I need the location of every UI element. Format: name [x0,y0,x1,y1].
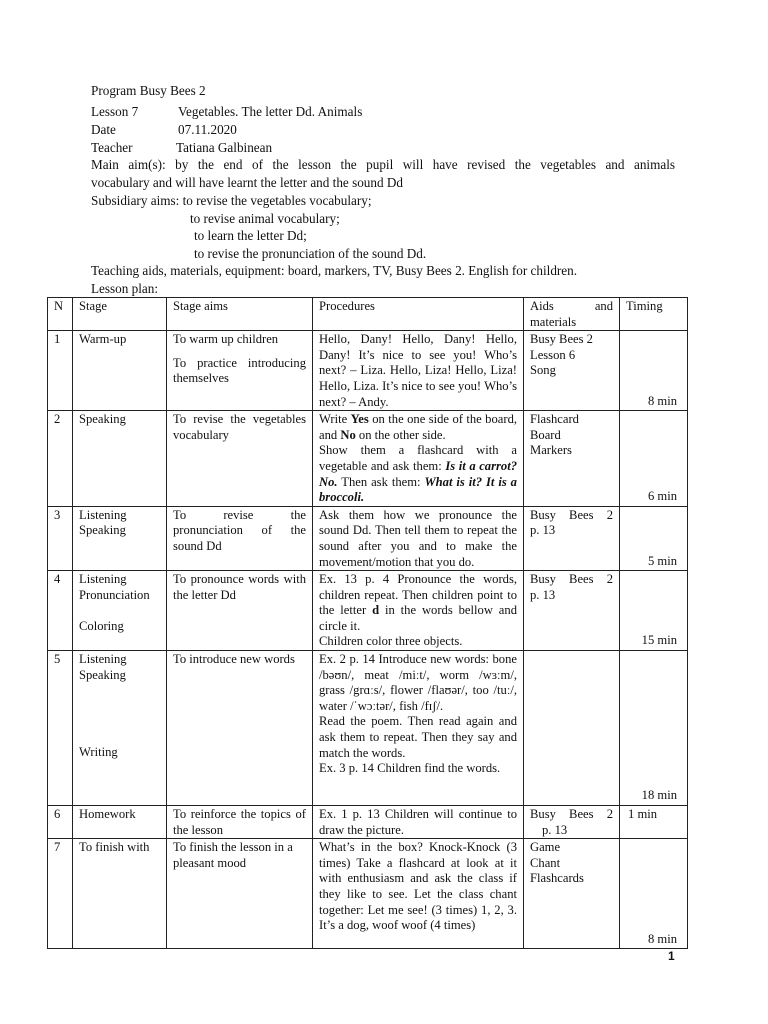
row-procedure: Ex. 1 p. 13 Children will continue to draw the picture. [313,806,524,839]
procedure-text: Ex. 13 p. 4 Pronounce the words, children repeat. Then children point to the letter [319,572,517,618]
row-aids [524,331,620,411]
aids-item: p. 13 [530,587,556,602]
aids-item: p. 13 [542,822,568,837]
aids-item: Lesson 6 [530,347,576,362]
row-aids [524,411,620,507]
main-aim-line-2: vocabulary and will have learnt the letter and the sound Dd [91,175,403,190]
row-stage [73,651,167,806]
row-stage-aims: To pronounce words with the letter Dd [167,571,313,651]
header-procedures: Procedures [313,298,524,331]
procedure-text: on the one side of the board, and [319,412,518,442]
program-title: Program Busy Bees 2 [91,83,206,98]
row-procedure [313,571,524,651]
table-row [48,651,688,806]
procedure-text: Children color three objects. [319,634,463,649]
stage-text: Listening [79,507,127,522]
subsidiary-aim-1: Subsidiary aims: to revise the vegetables vocabulary; [91,193,372,208]
teacher-label: Teacher [91,140,133,155]
row-procedure: Ask them how we pronounce the sound Dd. Then tell them to repeat the sound after you and to make the movement/motion that you do. [313,506,524,570]
timing-value: 8 min [647,393,677,408]
procedure-question: Is it a carrot? No. [319,458,517,489]
aids-item: Chant [530,855,561,870]
table-row [48,806,688,839]
table-row [48,506,688,570]
row-aids [524,806,620,839]
aids-item: Song [530,363,556,378]
row-number: 6 [48,806,73,839]
row-number: 7 [48,839,73,949]
aim-text: To practice introducing themselves [173,355,306,386]
procedure-text: on the other side. [355,427,446,442]
timing-value: 8 min [647,931,677,946]
subsidiary-aim-4: to revise the pronunciation of the sound Dd. [194,246,427,261]
procedure-text: Ex. 3 p. 14 Children find the words. [319,761,501,776]
procedure-bold: No [340,427,356,442]
timing-value: 5 min [647,553,677,568]
aids-item: Game [530,840,561,855]
row-timing [620,651,688,806]
aids-item: p. 13 [530,523,556,538]
timing-value: 1 min [628,807,658,822]
row-stage-aims: To introduce new words [167,651,313,806]
stage-text: Writing [79,745,118,760]
lesson-label: Lesson 7 [91,104,139,119]
row-procedure [313,651,524,806]
row-stage-aims: To revise the vegetables vocabulary [167,411,313,507]
row-stage: Homework [73,806,167,839]
procedure-question: What is it? It is a broccoli. [319,474,517,505]
row-timing [620,571,688,651]
teacher-line [91,139,675,156]
row-aids [524,839,620,949]
table-header-row [48,298,688,331]
page-number: 1 [668,949,675,963]
row-procedure [313,411,524,507]
row-number: 5 [48,651,73,806]
stage-text: Speaking [79,667,126,682]
subsidiary-aim-3: to learn the letter Dd; [194,228,307,243]
row-stage: To finish with [73,839,167,949]
row-number: 4 [48,571,73,651]
row-number: 3 [48,506,73,570]
row-timing [620,506,688,570]
procedure-bold: d [372,603,380,618]
date-value: 07.11.2020 [178,122,237,137]
row-stage: Warm-up [73,331,167,411]
header-and-word: and [594,299,613,313]
procedure-text: Read the poem. Then read again and ask them to repeat. Then they say and match the words. [319,714,517,760]
procedure-text: in the words bellow and circle it. [319,603,517,633]
row-procedure: What’s in the box? Knock-Knock (3 times) Take a flashcard at look at it with enthusiasm and ask the class if they like to see. Let the class chant together: Let me see! (3 times) 1, 2, 3. It’s a dog, woof woof (4 times) [313,839,524,949]
table-row [48,571,688,651]
row-timing [620,806,688,839]
aids-item: Board [530,427,561,442]
table-row [48,411,688,507]
stage-text: Listening [79,652,127,667]
header-aids-word: Aids [530,299,554,313]
aids-item: Flashcards [530,871,584,886]
aim-text: To warm up children [173,332,279,347]
row-stage [73,571,167,651]
table-row [48,839,688,949]
lesson-line [91,103,675,120]
lesson-plan-table [47,297,688,949]
procedure-bold: Yes [350,412,369,427]
row-stage-aims: To reinforce the topics of the lesson [167,806,313,839]
header-materials-word: materials [530,314,577,329]
row-timing [620,411,688,507]
lesson-plan-label: Lesson plan: [91,281,159,296]
aids-item: Busy Bees 2 [530,332,593,347]
aids-item: Busy Bees 2 [530,572,613,587]
main-aim-line-1: Main aim(s): by the end of the lesson the pupil will have revised the vegetables and animals [91,157,675,172]
header-stage: Stage [73,298,167,331]
row-procedure: Hello, Dany! Hello, Dany! Hello, Dany! It’s nice to see you! Who’s next? – Liza. Hello, Liza! Hello, Liza! Hello, Liza. It’s nice to see you! Who’s next? – Andy. [313,331,524,411]
row-aids [524,651,620,806]
teaching-aids-line: Teaching aids, materials, equipment: board, markers, TV, Busy Bees 2. English for children. [91,263,578,278]
subsidiary-aim-2: to revise animal vocabulary; [190,211,340,226]
date-label: Date [91,122,116,137]
table-row [48,331,688,411]
row-timing [620,839,688,949]
procedure-text: Show them a flashcard with a vegetable and ask them: [319,443,517,473]
procedure-text: Then ask them: [337,474,425,489]
row-stage: Speaking [73,411,167,507]
aids-item: Busy Bees 2 [530,807,613,822]
teacher-value: Tatiana Galbinean [176,140,273,155]
row-aids [524,506,620,570]
header-timing: Timing [620,298,688,331]
row-stage-aims [167,331,313,411]
lesson-title: Vegetables. The letter Dd. Animals [178,104,363,119]
row-stage-aims: To revise the pronunciation of the sound Dd [167,506,313,570]
row-number: 2 [48,411,73,507]
row-aids [524,571,620,651]
aids-item: Flashcard [530,412,579,427]
aids-item: Markers [530,443,572,458]
stage-text: Coloring [79,619,124,634]
procedure-text: Write [319,412,351,427]
header-aids [524,298,620,331]
timing-value: 18 min [641,788,677,803]
timing-value: 15 min [641,633,677,648]
row-number: 1 [48,331,73,411]
procedure-text: Ex. 2 p. 14 Introduce new words: bone /bəʊn/, meat /miːt/, worm /wɜːm/, grass /grɑːs/, flower /flaʊər/, too /tuː/, water /ˈwɔːtər/, fish /fɪʃ/. [319,652,517,713]
header-stage-aims: Stage aims [167,298,313,331]
aids-item: Busy Bees 2 [530,507,613,522]
timing-value: 6 min [647,489,677,504]
row-timing [620,331,688,411]
row-stage [73,506,167,570]
stage-text: Pronunciation [79,587,150,602]
stage-text: Listening [79,572,127,587]
stage-text: Speaking [79,523,126,538]
date-line [91,121,675,138]
header-n: N [48,298,73,331]
row-stage-aims: To finish the lesson in a pleasant mood [167,839,313,949]
